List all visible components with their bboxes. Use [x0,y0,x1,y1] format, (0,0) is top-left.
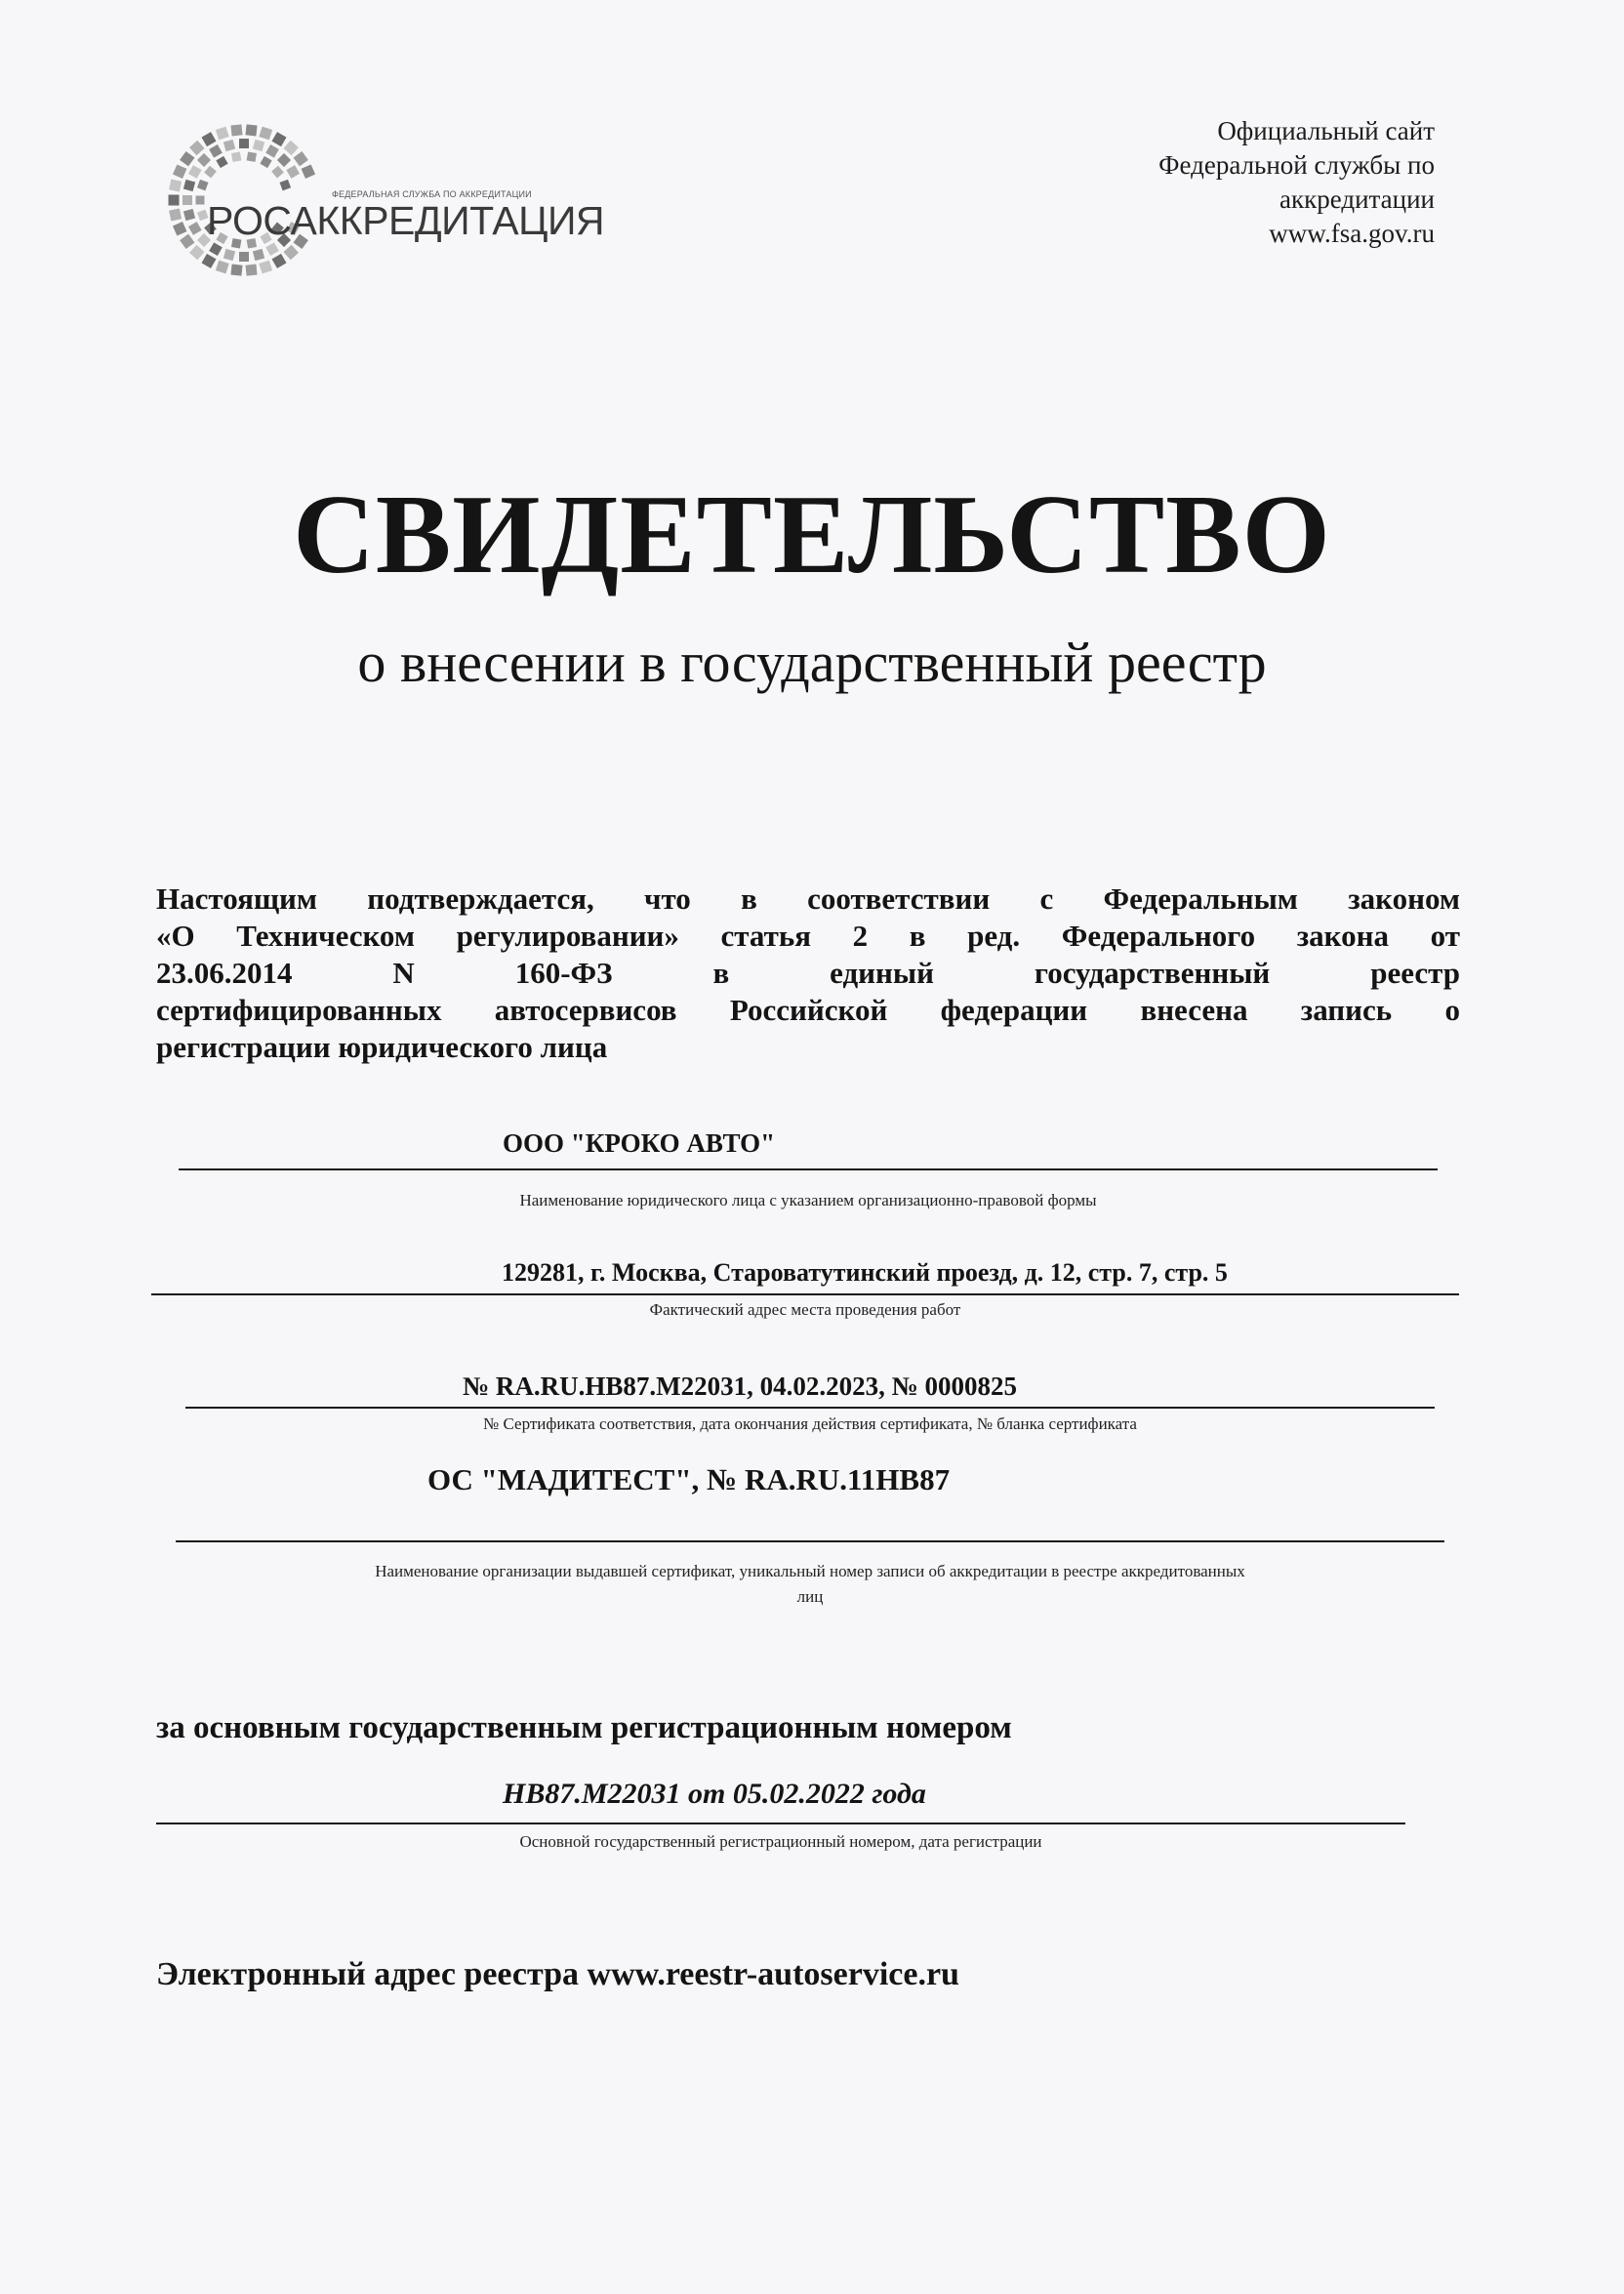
company-name-value: ООО "КРОКО АВТО" [503,1128,776,1158]
site-note-line: аккредитации [1279,184,1435,214]
emblem-cell [230,124,242,136]
word: статья [720,919,811,953]
word: что [644,881,691,916]
emblem-cell [239,139,249,148]
emblem-cell [245,124,257,136]
registration-caption: Основной государственный регистрационный номером, дата регистрации [519,1832,1042,1851]
emblem-cell [260,156,271,168]
registration-heading: за основным государственным регистрационным номером [156,1710,1012,1745]
emblem-cell [239,252,249,262]
word: о [1444,993,1460,1027]
intro-line-4 [156,992,1460,1029]
emblem-cell [209,242,223,256]
emblem-cell [216,156,227,168]
emblem-cell [201,132,216,146]
emblem-cell [259,261,272,274]
site-note-url: www.fsa.gov.ru [1269,219,1435,248]
intro-line-5 [156,1029,1460,1066]
official-site-note [1158,114,1435,251]
registry-address: Электронный адрес реестра www.reestr-autoservice.ru [156,1956,959,1992]
emblem-cell [183,209,195,221]
word: в [712,956,730,990]
word: от [1430,919,1460,953]
site-note-line: Федеральной службы по [1158,150,1435,180]
emblem-cell [283,141,299,156]
word: внесена [1140,993,1248,1027]
address-value: 129281, г. Москва, Староватутинский проезд, д. 12, стр. 7, стр. 5 [502,1258,1228,1287]
word: регулировании» [456,919,679,953]
emblem-cell [271,132,286,146]
emblem-cell [189,245,205,261]
emblem-cell [247,151,257,161]
emblem-cell [253,140,264,151]
emblem-cell [188,165,202,179]
certificate-caption: № Сертификата соответствия, дата окончания действия сертификата, № бланка сертификата [483,1414,1137,1433]
word: «О [156,919,195,953]
word: подтверждается, [367,881,594,916]
emblem-cell [280,180,292,191]
site-note-line: Официальный сайт [1217,116,1435,145]
emblem-cell [180,151,194,166]
intro-paragraph [156,881,1460,1066]
word: сертифицированных [156,993,442,1027]
emblem-cell [173,222,187,236]
emblem-cell [216,261,229,274]
emblem-cell [201,254,216,268]
emblem-cell [283,245,299,261]
word: Настоящим [156,881,318,916]
word: Федерального [1061,919,1256,953]
word: единый [830,956,934,990]
emblem-cell [286,165,300,179]
emblem-cell [169,179,182,191]
emblem-cell [259,127,272,141]
emblem-cell [197,153,211,167]
word: регистрации юридического лица [156,1030,608,1064]
address-caption: Фактический адрес места проведения работ [649,1300,961,1319]
emblem-cell [196,196,205,205]
emblem-cell [245,265,257,276]
emblem-cell [302,164,316,179]
word: 160-ФЗ [514,956,613,990]
intro-line-3 [156,955,1460,992]
word: в [909,919,926,953]
logo-agency-name: ФЕДЕРАЛЬНАЯ СЛУЖБА ПО АККРЕДИТАЦИИ [332,189,532,199]
emblem-cell [265,242,279,256]
emblem-cell [223,140,235,151]
word: государственный [1034,956,1271,990]
intro-line-2 [156,918,1460,955]
emblem-cell [209,144,223,158]
emblem-cell [197,180,209,191]
word: федерации [940,993,1088,1027]
emblem-cell [294,151,308,166]
word: ред. [967,919,1021,953]
word: 23.06.2014 [156,956,293,990]
word: автосервисов [494,993,677,1027]
emblem-cell [169,195,180,206]
emblem-cell [173,164,187,179]
company-name-caption: Наименование юридического лица с указанием организационно-правовой формы [519,1191,1097,1209]
document-subtitle: о внесении в государственный реестр [357,631,1267,694]
word: Техническом [236,919,415,953]
emblem-cell [189,141,205,156]
logo-brand-name: РОСАККРЕДИТАЦИЯ [207,198,605,243]
certificate-value: № RA.RU.HB87.M22031, 04.02.2023, № 0000825 [463,1372,1018,1401]
emblem-cell [231,151,241,161]
emblem-cell [169,208,182,221]
word: 2 [852,919,869,953]
registration-number-value: НВ87.М22031 от 05.02.2022 года [503,1778,926,1810]
emblem-cell [180,234,194,249]
company-name-underline [179,1168,1438,1170]
document-title: СВИДЕТЕЛЬСТВО [293,472,1331,597]
word: Федеральным [1103,881,1298,916]
emblem-cell [183,195,192,205]
word: с [1039,881,1054,916]
issuer-underline [176,1540,1444,1542]
emblem-cell [271,166,284,179]
issuer-caption-continuation: лиц [796,1587,824,1606]
emblem-cell [271,254,286,268]
word: соответствии [807,881,991,916]
word: реестр [1370,956,1460,990]
issuer-value: ОС "МАДИТЕСТ", № RA.RU.11HB87 [427,1462,951,1496]
word: закона [1296,919,1389,953]
emblem-cell [253,249,264,261]
emblem-cell [188,222,202,235]
emblem-cell [223,249,235,261]
emblem-cell [216,127,229,141]
word: N [392,956,415,990]
emblem-cell [265,144,279,158]
registration-underline [156,1823,1405,1824]
emblem-cell [183,180,195,191]
emblem-cell [277,153,291,167]
emblem-cell [204,166,217,179]
emblem-cell [230,265,242,276]
word: в [741,881,757,916]
certificate-underline [185,1407,1435,1409]
rosaccreditation-logo [166,122,605,307]
issuer-caption: Наименование организации выдавшей сертификат, уникальный номер записи об аккредитации в реестре аккредитованных [375,1562,1245,1580]
intro-line-1 [156,881,1460,918]
word: Российской [729,993,888,1027]
word: запись [1300,993,1393,1027]
address-underline [151,1293,1459,1295]
word: законом [1348,881,1460,916]
